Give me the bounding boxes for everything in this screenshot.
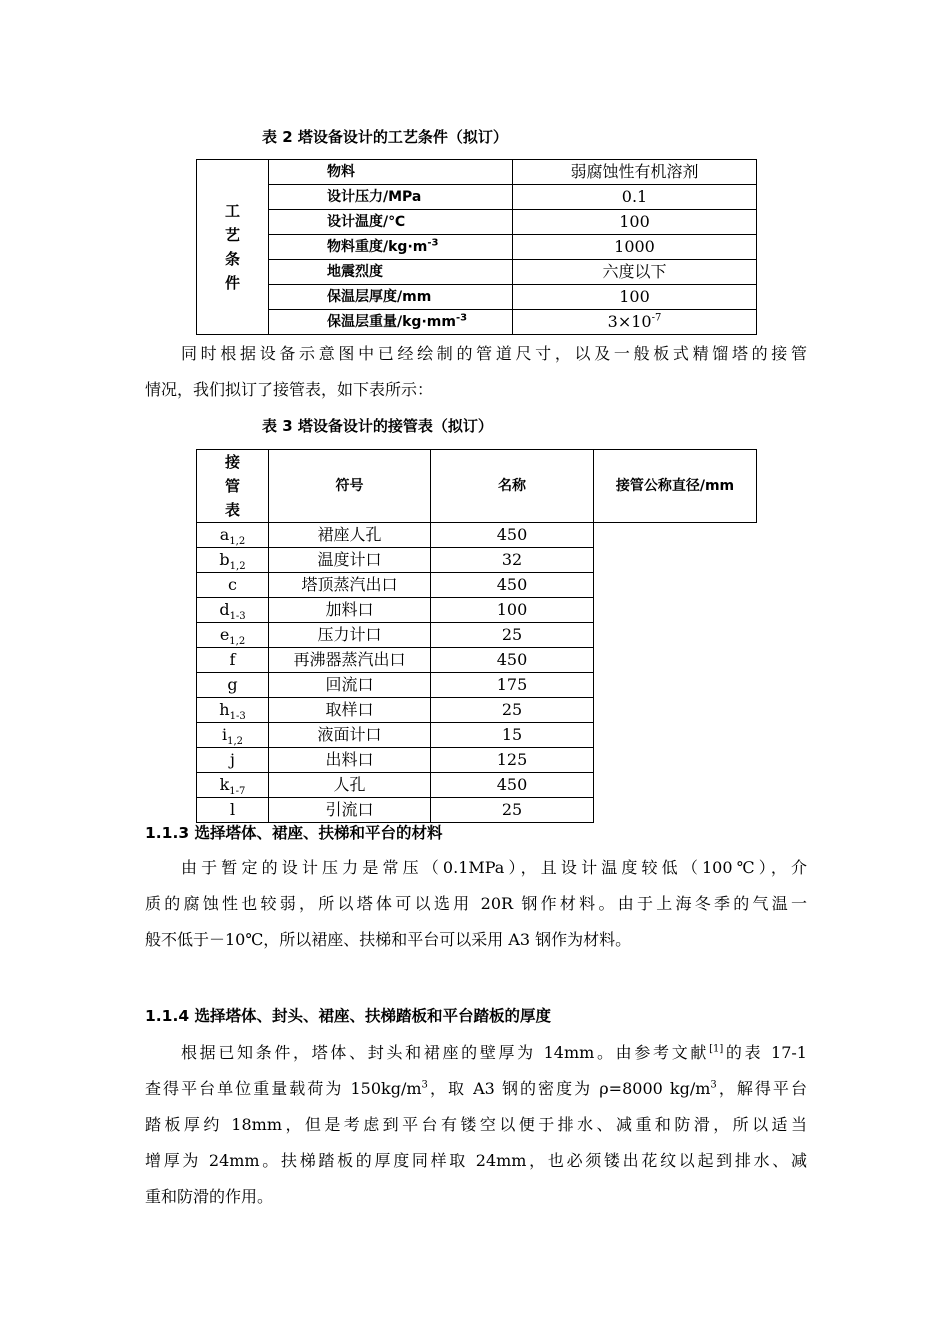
text-run: 的表 17-1 — [723, 1043, 807, 1062]
superscript: -3 — [427, 237, 439, 249]
nozzle-symbol — [197, 523, 269, 548]
table-row — [197, 748, 757, 773]
side-char: 接 — [224, 453, 240, 471]
superscript: -3 — [455, 312, 468, 324]
nozzle-symbol — [197, 723, 269, 748]
table-row — [197, 773, 757, 798]
side-char: 艺 — [224, 226, 240, 244]
intro-paragraph — [145, 336, 807, 408]
paragraph-line: 情况，我们拟订了接管表，如下表所示： — [145, 380, 434, 399]
symbol-letter: e — [219, 625, 230, 644]
section-113-heading: 1.1.3 选择塔体、裙座、扶梯和平台的材料 — [145, 824, 443, 842]
symbol-subscript: 1,2 — [229, 561, 246, 573]
side-char: 管 — [224, 477, 240, 495]
nozzle-symbol — [197, 598, 269, 623]
symbol-letter: k — [219, 775, 230, 794]
nozzle-name: 引流口 — [269, 798, 431, 823]
section-113-body — [145, 850, 807, 958]
nozzle-symbol — [197, 673, 269, 698]
nozzle-diameter: 15 — [431, 723, 594, 748]
condition-name-text: 保温层重量/kg·mm — [327, 314, 456, 330]
text-run: 根据已知条件，塔体、封头和裙座的壁厚为 14mm。由参考文献 — [181, 1043, 710, 1062]
column-header: 符号 — [269, 450, 431, 523]
superscript: -7 — [651, 312, 662, 324]
paragraph-line: 增厚为 24mm。扶梯踏板的厚度同样取 24mm，也必须镂出花纹以起到排水、减 — [145, 1151, 807, 1170]
paragraph-line: 同时根据设备示意图中已经绘制的管道尺寸，以及一般板式精馏塔的接管 — [181, 344, 807, 363]
nozzle-diameter: 32 — [431, 548, 594, 573]
nozzle-diameter: 25 — [431, 798, 594, 823]
table-row — [197, 648, 757, 673]
nozzle-symbol — [197, 648, 269, 673]
side-char: 工 — [224, 202, 240, 220]
nozzle-diameter: 450 — [431, 523, 594, 548]
nozzle-symbol — [197, 548, 269, 573]
table-row — [197, 598, 757, 623]
column-header: 接管公称直径/mm — [594, 450, 757, 523]
nozzle-symbol — [197, 773, 269, 798]
table-row — [197, 548, 757, 573]
nozzle-diameter: 450 — [431, 773, 594, 798]
nozzle-diameter: 175 — [431, 673, 594, 698]
symbol-letter: f — [229, 650, 236, 669]
symbol-letter: g — [227, 675, 238, 694]
table2-caption: 表 2 塔设备设计的工艺条件（拟订） — [262, 128, 508, 146]
table-row — [197, 798, 757, 823]
nozzle-symbol — [197, 798, 269, 823]
table-row — [197, 523, 757, 548]
symbol-letter: j — [230, 750, 235, 769]
column-header: 名称 — [431, 450, 594, 523]
table-row — [197, 698, 757, 723]
side-char: 条 — [224, 250, 240, 268]
paragraph-line: 质的腐蚀性也较弱，所以塔体可以选用 20R 钢作材料。由于上海冬季的气温一 — [145, 894, 807, 913]
nozzle-name: 再沸器蒸汽出口 — [269, 648, 431, 673]
condition-value: 六度以下 — [513, 260, 757, 285]
citation-ref: [1] — [709, 1043, 724, 1055]
condition-value: 100 — [513, 210, 757, 235]
text-run: ，解得平台 — [716, 1079, 807, 1098]
condition-name-text: 物料重度/kg·m — [327, 239, 428, 255]
nozzle-name: 取样口 — [269, 698, 431, 723]
nozzle-diameter: 25 — [431, 698, 594, 723]
paragraph-line: 重和防滑的作用。 — [145, 1187, 274, 1206]
nozzle-diameter: 100 — [431, 598, 594, 623]
symbol-subscript: 1-7 — [229, 786, 246, 798]
text-run: 查得平台单位重量载荷为 150kg/m — [145, 1079, 422, 1098]
section-114-heading: 1.1.4 选择塔体、封头、裙座、扶梯踏板和平台踏板的厚度 — [145, 1007, 552, 1025]
nozzle-name: 塔顶蒸汽出口 — [269, 573, 431, 598]
nozzle-symbol — [197, 623, 269, 648]
nozzle-name: 压力计口 — [269, 623, 431, 648]
paragraph-line — [145, 1071, 807, 1107]
symbol-letter: b — [219, 550, 230, 569]
condition-name — [269, 310, 513, 335]
symbol-subscript: 1,2 — [227, 736, 244, 748]
condition-name: 设计温度/℃ — [269, 210, 513, 235]
nozzle-name: 人孔 — [269, 773, 431, 798]
nozzle-diameter: 125 — [431, 748, 594, 773]
symbol-letter: c — [228, 575, 237, 594]
condition-value: 1000 — [513, 235, 757, 260]
symbol-subscript: 1-3 — [229, 611, 246, 623]
side-char: 件 — [224, 274, 240, 292]
process-conditions-table — [196, 159, 757, 335]
nozzle-table — [196, 449, 757, 823]
nozzle-name: 裙座人孔 — [269, 523, 431, 548]
condition-value-text: 3×10 — [607, 312, 652, 331]
nozzle-name: 出料口 — [269, 748, 431, 773]
condition-name: 保温层厚度/mm — [269, 285, 513, 310]
nozzle-diameter: 25 — [431, 623, 594, 648]
condition-name — [269, 235, 513, 260]
paragraph-line — [145, 1035, 807, 1071]
paragraph-line: 般不低于－10℃，所以裙座、扶梯和平台可以采用 A3 钢作为材料。 — [145, 930, 632, 949]
nozzle-name: 温度计口 — [269, 548, 431, 573]
symbol-subscript: 1,2 — [229, 636, 246, 648]
nozzle-name: 回流口 — [269, 673, 431, 698]
table-row — [197, 723, 757, 748]
condition-name: 物料 — [269, 160, 513, 185]
table-row — [197, 623, 757, 648]
condition-name: 设计压力/MPa — [269, 185, 513, 210]
nozzle-diameter: 450 — [431, 573, 594, 598]
nozzle-symbol — [197, 748, 269, 773]
symbol-letter: h — [219, 700, 230, 719]
superscript: 3 — [710, 1079, 717, 1091]
symbol-letter: l — [229, 800, 236, 819]
table2-side-label — [197, 160, 269, 335]
condition-value: 弱腐蚀性有机溶剂 — [513, 160, 757, 185]
text-run: ，取 A3 钢的密度为 ρ=8000 kg/m — [427, 1079, 711, 1098]
paragraph-line: 由于暂定的设计压力是常压（0.1MPa），且设计温度较低（100℃），介 — [181, 858, 807, 877]
nozzle-name: 加料口 — [269, 598, 431, 623]
symbol-letter: i — [221, 725, 228, 744]
condition-name: 地震烈度 — [269, 260, 513, 285]
table3-caption: 表 3 塔设备设计的接管表（拟订） — [262, 417, 493, 435]
nozzle-name: 液面计口 — [269, 723, 431, 748]
table-row — [197, 573, 757, 598]
nozzle-diameter: 450 — [431, 648, 594, 673]
table3-side-label — [197, 450, 269, 523]
table-row — [197, 673, 757, 698]
section-114-body — [145, 1035, 807, 1215]
condition-value — [513, 310, 757, 335]
symbol-subscript: 1,2 — [229, 536, 246, 548]
condition-value: 0.1 — [513, 185, 757, 210]
side-char: 表 — [224, 501, 240, 519]
nozzle-symbol — [197, 698, 269, 723]
symbol-subscript: 1-3 — [229, 711, 246, 723]
paragraph-line: 踏板厚约 18mm，但是考虑到平台有镂空以便于排水、减重和防滑，所以适当 — [145, 1115, 807, 1134]
condition-value: 100 — [513, 285, 757, 310]
symbol-letter: a — [219, 525, 230, 544]
nozzle-symbol — [197, 573, 269, 598]
symbol-letter: d — [219, 600, 230, 619]
superscript: 3 — [421, 1079, 428, 1091]
